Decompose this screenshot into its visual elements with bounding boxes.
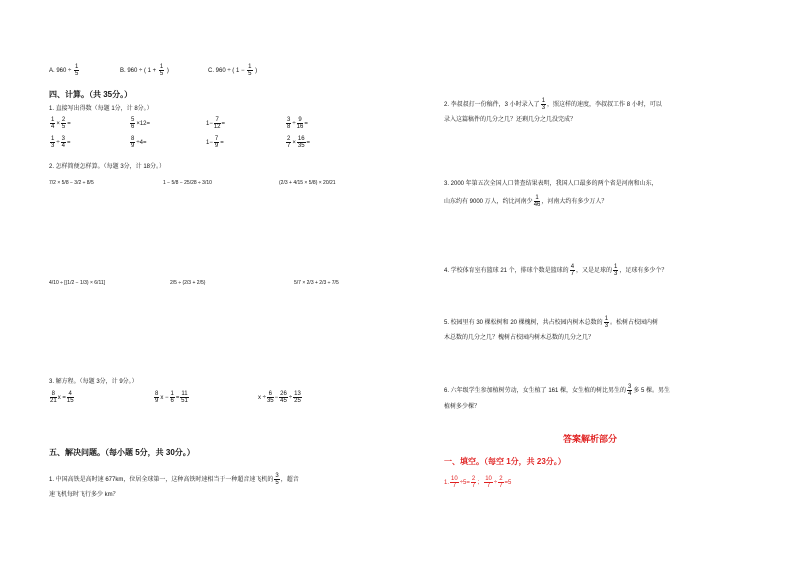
q1-instruction: 1. 直接写出得数（每题 1分，计 8分。） — [49, 106, 153, 112]
q3-instruction: 3. 解方程。（每题 3分，计 9分。） — [49, 379, 138, 385]
direct-r1c4: $\frac{3}{8}$ ÷ $\frac{9}{16}$ = — [287, 117, 308, 130]
option-a-text: A. 960 ÷ — [49, 68, 72, 75]
simplify-expr-5: 2/5 ÷ (2/3 + 2/5) — [170, 280, 206, 286]
problem-2-line-2: 录入这篇稿件的几分之几？还剩几分之几没完成？ — [444, 117, 577, 123]
problem-1-line-2: 速飞机每时飞行多少 km？ — [49, 492, 119, 498]
problem-6-line-1: 6. 六年级学生参加植树劳动，女生植了 161 棵，女生植的树比男生的 $\frac{3}{4}$ 多 5 棵。男生 — [444, 384, 671, 397]
option-c: C. 960 ÷ ( 1 − $\frac{1}{5}$ ) — [208, 64, 258, 77]
fraction: $\frac{1}{5}$ — [159, 64, 164, 77]
problem-1-line-1: 1. 中国高铁是高时速 677km，位居全球第一，这种高铁时速相当于一种超音速飞机的 $\frac{3}{5}$ ，超音 — [49, 473, 299, 486]
problem-5-line-2: 木总数的几分之几？槐树占校园内树木总数的几分之几？ — [444, 335, 595, 341]
answer-1: 1. $\frac{10}{7}$ ÷5= $\frac{2}{7}$ ； $\frac{10}{7}$ ÷ $\frac{2}{7}$ =5 — [444, 476, 512, 489]
q2-instruction: 2. 怎样简便怎样算。（每题 3分，计 18分。） — [49, 164, 166, 170]
answer-title: 答案解析部分 — [563, 434, 618, 444]
direct-r2c1: $\frac{1}{3}$ ÷ $\frac{3}{4}$ = — [51, 136, 71, 149]
problem-2-line-1: 2. 李叔叔打一份稿件，3 小时录入了 $\frac{1}{3}$ ，照这样的速度，李叔叔工作 8 小时，可以 — [444, 98, 662, 111]
simplify-expr-4: 4/10 ÷ [(1/2 − 1/3) × 6/11] — [49, 280, 106, 286]
simplify-expr-1: 7/2 × 5/8 − 3/2 ÷ 8/5 — [49, 180, 94, 186]
equation-2: $\frac{8}{9}$ x − $\frac{1}{6}$ = $\frac{11}{51}$ — [155, 391, 188, 404]
option-b: B. 960 ÷ ( 1 + $\frac{1}{5}$ ) — [120, 64, 169, 77]
direct-r2c3: 1− $\frac{7}{9}$ = — [206, 136, 224, 149]
equation-3: x ÷ $\frac{6}{35}$ − $\frac{26}{45}$ ÷ $\frac{13}{25}$ — [258, 391, 301, 404]
problem-4: 4. 学校体育室有篮球 21 个，排球个数是篮球的 $\frac{4}{7}$ ，又是足球的 $\frac{1}{3}$ ，足球有多少个？ — [444, 264, 668, 277]
option-b-text: B. 960 ÷ ( 1 + — [120, 68, 157, 75]
fraction: $\frac{1}{5}$ — [248, 64, 252, 77]
direct-r1c1: $\frac{1}{4}$ × $\frac{2}{5}$ = — [51, 117, 71, 130]
problem-5-line-1: 5. 校园里有 30 棵松树和 20 棵槐树，共占校园内树木总数的 $\frac{1}{3}$ 。松树占校园内树 — [444, 316, 659, 329]
simplify-expr-3: (2/3 + 4/15 × 5/8) × 20/21 — [279, 180, 336, 186]
simplify-expr-2: 1 − 5/8 − 25/28 ÷ 3/10 — [163, 180, 212, 186]
problem-6-line-2: 植树多少棵？ — [444, 404, 481, 410]
option-a — [49, 64, 80, 77]
simplify-expr-6: 5/7 × 2/3 + 2/3 ÷ 7/5 — [294, 280, 339, 286]
option-c-text: C. 960 ÷ ( 1 − — [208, 68, 245, 75]
section-4-title: 四、计算。（共 35分。） — [49, 90, 133, 99]
direct-r1c2: $\frac{5}{6}$ ×12= — [131, 117, 151, 130]
section-5-title: 五、解决问题。（每小题 5分，共 30分。） — [49, 448, 195, 457]
direct-r2c4: $\frac{2}{7}$ × $\frac{16}{35}$ = — [287, 136, 311, 149]
answer-section-title: 一、填空。（每空 1分，共 23分。） — [444, 457, 566, 466]
fraction: $\frac{1}{5}$ — [74, 64, 79, 77]
direct-r1c3: 1− $\frac{7}{12}$ = — [206, 117, 226, 130]
equation-1: $\frac{8}{21}$ x = $\frac{4}{15}$ — [50, 391, 74, 404]
problem-3-line-1: 3. 2000 年第五次全国人口普查结果表明，我国人口最多的两个省是河南和山东， — [444, 181, 658, 187]
problem-3-line-2: 山东约有 9000 万人，约比河南少 $\frac{1}{46}$ ，河南大约有多少万人？ — [444, 195, 608, 208]
direct-r2c2: $\frac{8}{9}$ ÷4= — [131, 136, 147, 149]
